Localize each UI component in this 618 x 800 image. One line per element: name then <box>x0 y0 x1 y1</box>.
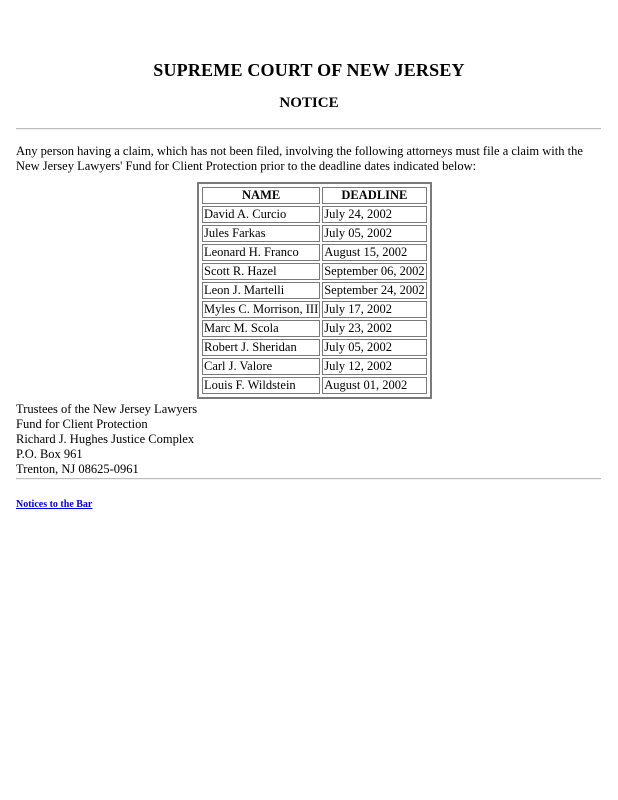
table-row <box>202 377 427 394</box>
table-header-row <box>202 187 427 204</box>
deadline-column-header: DEADLINE <box>322 187 426 204</box>
attorney-name-cell: Jules Farkas <box>202 225 320 242</box>
attorney-name-cell: Myles C. Morrison, III <box>204 302 319 316</box>
attorney-name-cell: Leonard H. Franco <box>202 244 320 261</box>
address-line: P.O. Box 961 <box>16 447 83 461</box>
table-row <box>202 244 427 261</box>
deadline-date-cell: July 23, 2002 <box>322 320 426 337</box>
intro-paragraph: Any person having a claim, which has not been filed, involving the following attorneys must file a claim with the New Jersey Lawyers' Fund for Client Protection prior to the deadline dates indicated below: <box>16 144 583 173</box>
table-row <box>202 320 427 337</box>
address-line: Fund for Client Protection <box>16 417 148 431</box>
deadline-table-frame <box>197 182 432 399</box>
table-row <box>202 358 427 375</box>
deadline-date-cell: July 12, 2002 <box>322 358 426 375</box>
address-line: Trustees of the New Jersey Lawyers <box>16 402 198 416</box>
attorney-name-cell: Leon J. Martelli <box>202 282 320 299</box>
bottom-divider <box>16 478 601 480</box>
top-divider <box>16 128 601 130</box>
deadline-date-cell: September 24, 2002 <box>324 283 425 297</box>
attorney-name-cell: Louis F. Wildstein <box>202 377 320 394</box>
table-row <box>202 282 427 299</box>
table-row <box>202 301 427 318</box>
address-line: Richard J. Hughes Justice Complex <box>16 432 195 446</box>
notice-heading: NOTICE <box>279 95 339 111</box>
deadline-table <box>200 185 429 396</box>
deadline-date-cell: July 05, 2002 <box>322 225 426 242</box>
attorney-name-cell: Robert J. Sheridan <box>202 339 320 356</box>
attorney-name-cell: Marc M. Scola <box>202 320 320 337</box>
attorney-name-cell: Carl J. Valore <box>202 358 320 375</box>
deadline-date-cell: July 17, 2002 <box>322 301 426 318</box>
table-row <box>202 206 427 223</box>
address-line: Trenton, NJ 08625-0961 <box>16 462 139 476</box>
name-column-header: NAME <box>202 187 320 204</box>
attorney-name-cell: Scott R. Hazel <box>202 263 320 280</box>
trustees-address <box>16 402 197 477</box>
notices-to-the-bar-link[interactable]: Notices to the Bar <box>16 499 93 510</box>
deadline-date-cell: July 24, 2002 <box>322 206 426 223</box>
deadline-date-cell: August 01, 2002 <box>322 377 426 394</box>
deadline-date-cell: September 06, 2002 <box>324 264 425 278</box>
deadline-date-cell: August 15, 2002 <box>322 244 426 261</box>
table-row <box>202 339 427 356</box>
table-row <box>202 263 427 280</box>
page-title: SUPREME COURT OF NEW JERSEY <box>153 60 465 80</box>
table-row <box>202 225 427 242</box>
attorney-name-cell: David A. Curcio <box>202 206 320 223</box>
deadline-date-cell: July 05, 2002 <box>322 339 426 356</box>
